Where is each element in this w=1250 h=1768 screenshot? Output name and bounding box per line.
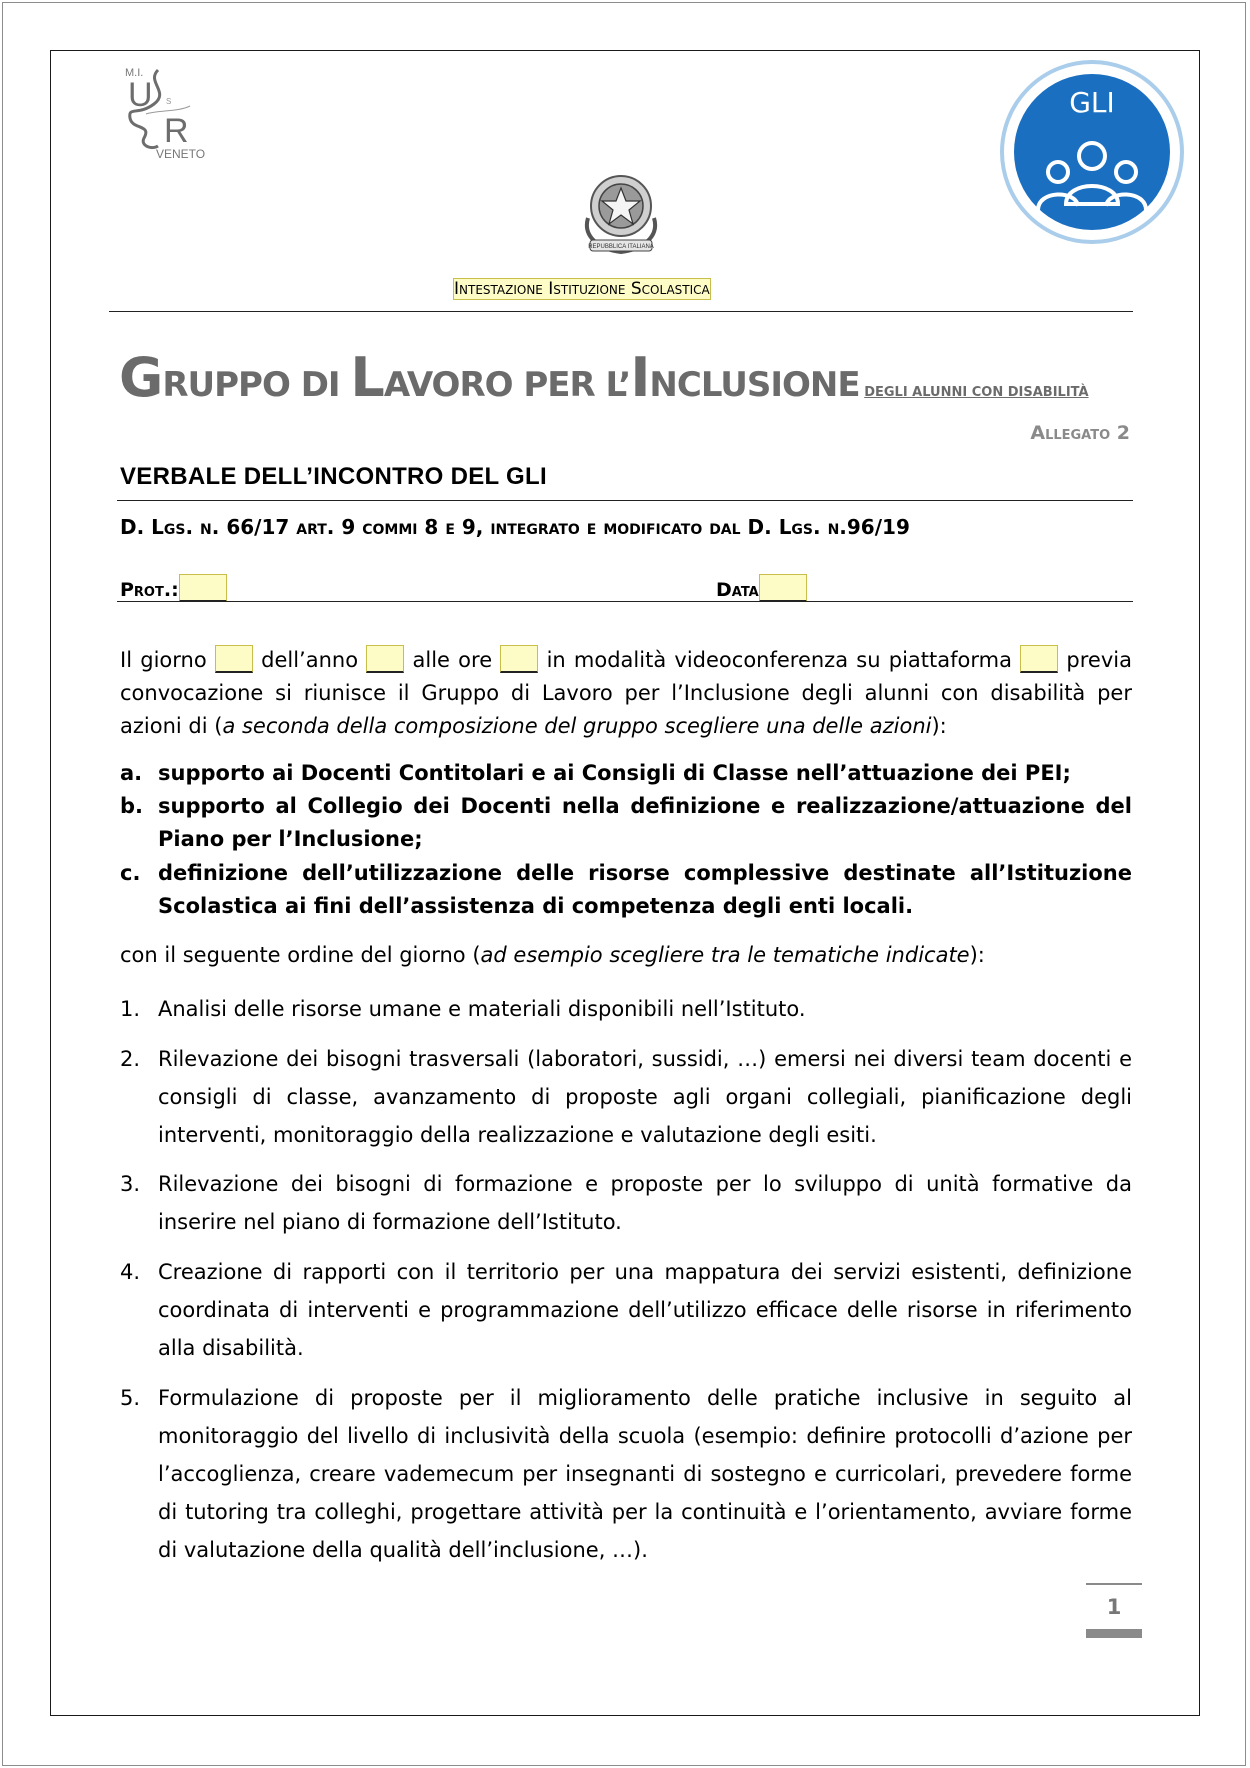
gli-badge [1000, 60, 1184, 244]
prot-label: Prot.: [120, 579, 179, 601]
verbale-divider [117, 500, 1133, 501]
agenda-marker: 4. [120, 1260, 141, 1284]
prot-input[interactable] [179, 574, 227, 602]
usr-r-text: R [164, 112, 189, 150]
italian-emblem [578, 168, 664, 258]
intro-giorno-text: Il giorno [120, 648, 207, 672]
action-text: supporto al Collegio dei Docenti nella definizione e realizzazione/attuazione del Piano per l’Inclusione; [158, 794, 1132, 851]
title-initial-g: G [119, 346, 163, 409]
agenda-marker: 2. [120, 1047, 141, 1071]
agenda-marker: 3. [120, 1172, 141, 1196]
usr-mi-text: M.I. [125, 67, 144, 79]
usr-s-text: S [166, 97, 172, 106]
usr-veneto-logo-mark [118, 62, 218, 162]
institution-header-text: Intestazione Istituzione Scolastica [454, 279, 710, 299]
prot-field [120, 574, 227, 602]
action-text: supporto ai Docenti Contitolari e ai Consigli di Classe nell’attuazione dei PEI; [158, 761, 1071, 785]
agenda-text: Rilevazione dei bisogni di formazione e proposte per lo sviluppo di unità formative da inserire nel piano di formazione dell’Istituto. [158, 1172, 1132, 1234]
usr-u-text: U [128, 76, 153, 114]
action-marker: c. [120, 861, 141, 885]
verbale-heading: VERBALE DELL’INCONTRO DEL GLI [120, 463, 547, 490]
title-text-ruppo-di: RUPPO DI [162, 365, 351, 405]
agenda-text: Rilevazione dei bisogni trasversali (laboratori, sussidi, …) emersi nei diversi team docenti e consigli di classe, avanzamento di proposte agli organi collegiali, pianificazione degli interventi, monitoraggio della realizzazione e valutazione degli esiti. [158, 1047, 1132, 1147]
title-subtitle: DEGLI ALUNNI CON DISABILITÀ [864, 385, 1089, 400]
title-initial-i: I [630, 346, 650, 409]
agenda-intro-italic: ad esempio scegliere tra le tematiche indicate [480, 943, 970, 967]
data-label: Data [716, 579, 759, 601]
giorno-input[interactable] [215, 645, 253, 673]
intro-closing: ): [931, 714, 947, 738]
title-initial-l: L [350, 346, 384, 409]
piattaforma-input[interactable] [1020, 645, 1058, 673]
agenda-intro-closing: ): [969, 943, 985, 967]
allegato-text: Allegato 2 [1030, 422, 1130, 444]
action-marker: b. [120, 794, 144, 818]
agenda-intro [120, 939, 1132, 972]
usr-veneto-text: VENETO [156, 147, 206, 161]
emblem-ribbon-text: REPUBBLICA ITALIANA [588, 244, 654, 250]
usr-veneto-logo [118, 62, 218, 162]
intro-italic-note: a seconda della composizione del gruppo scegliere una delle azioni [222, 714, 932, 738]
intro-ore-text: alle ore [412, 648, 493, 672]
agenda-text: Formulazione di proposte per il miglioramento delle pratiche inclusive in seguito al monitoraggio del livello di inclusività della scuola (esempio: definire protocolli d’azione per l’accoglienza, creare vademecum per insegnanti di sostegno e curricolari, prevedere forme di tutoring tra colleghi, progettare attività per la continuità e l’orientamento, avviare forme di valutazione della qualità dell’inclusione, …). [158, 1386, 1132, 1562]
law-reference-text: D. Lgs. n. 66/17 art. 9 commi 8 e 9, integrato e modificato dal D. Lgs. n.96/19 [120, 515, 910, 539]
agenda-text: Creazione di rapporti con il territorio per una mappatura dei servizi esistenti, definizione coordinata di interventi e programmazione dell’utilizzo efficace delle risorse in riferimento alla disabilità. [158, 1260, 1132, 1360]
intro-convocazione-text: previa convocazione si riunisce il Gruppo di Lavoro per l’Inclusione degli alunni con disabilità per azioni di ( [120, 648, 1132, 738]
action-text: definizione dell’utilizzazione delle risorse complessive destinate all’Istituzione Scolastica ai fini dell’assistenza di competenza degli enti locali. [158, 861, 1132, 918]
allegato-label [950, 422, 1130, 444]
page-number-bottom-bar [1086, 1629, 1142, 1638]
institution-header-placeholder[interactable] [451, 275, 713, 303]
intro-paragraph [120, 644, 1132, 743]
anno-input[interactable] [366, 645, 404, 673]
title-text-nclusione: NCLUSIONE [649, 365, 860, 405]
header-divider [109, 311, 1133, 312]
intro-piattaforma-text: in modalità videoconferenza su piattaforma [546, 648, 1012, 672]
agenda-marker: 5. [120, 1386, 141, 1410]
prot-divider [117, 601, 1133, 602]
emblem-icon [578, 168, 664, 258]
data-field [716, 574, 807, 602]
gli-badge-label: GLI [1069, 86, 1115, 119]
agenda-text: Analisi delle risorse umane e materiali disponibili nell’Istituto. [158, 997, 806, 1021]
action-marker: a. [120, 761, 143, 785]
title-text-avoro-per: AVORO PER L’ [383, 365, 631, 405]
data-input[interactable] [759, 574, 807, 602]
page-number-top-rule [1086, 1583, 1142, 1585]
agenda-intro-text: con il seguente ordine del giorno ( [120, 943, 481, 967]
page-number: 1 [1106, 1595, 1122, 1619]
gli-badge-icon [1000, 60, 1184, 244]
agenda-marker: 1. [120, 997, 141, 1021]
page-number-block [1086, 1583, 1142, 1637]
main-title [119, 346, 1089, 416]
ore-input[interactable] [500, 645, 538, 673]
law-reference [120, 515, 910, 539]
intro-anno-text: dell’anno [261, 648, 359, 672]
